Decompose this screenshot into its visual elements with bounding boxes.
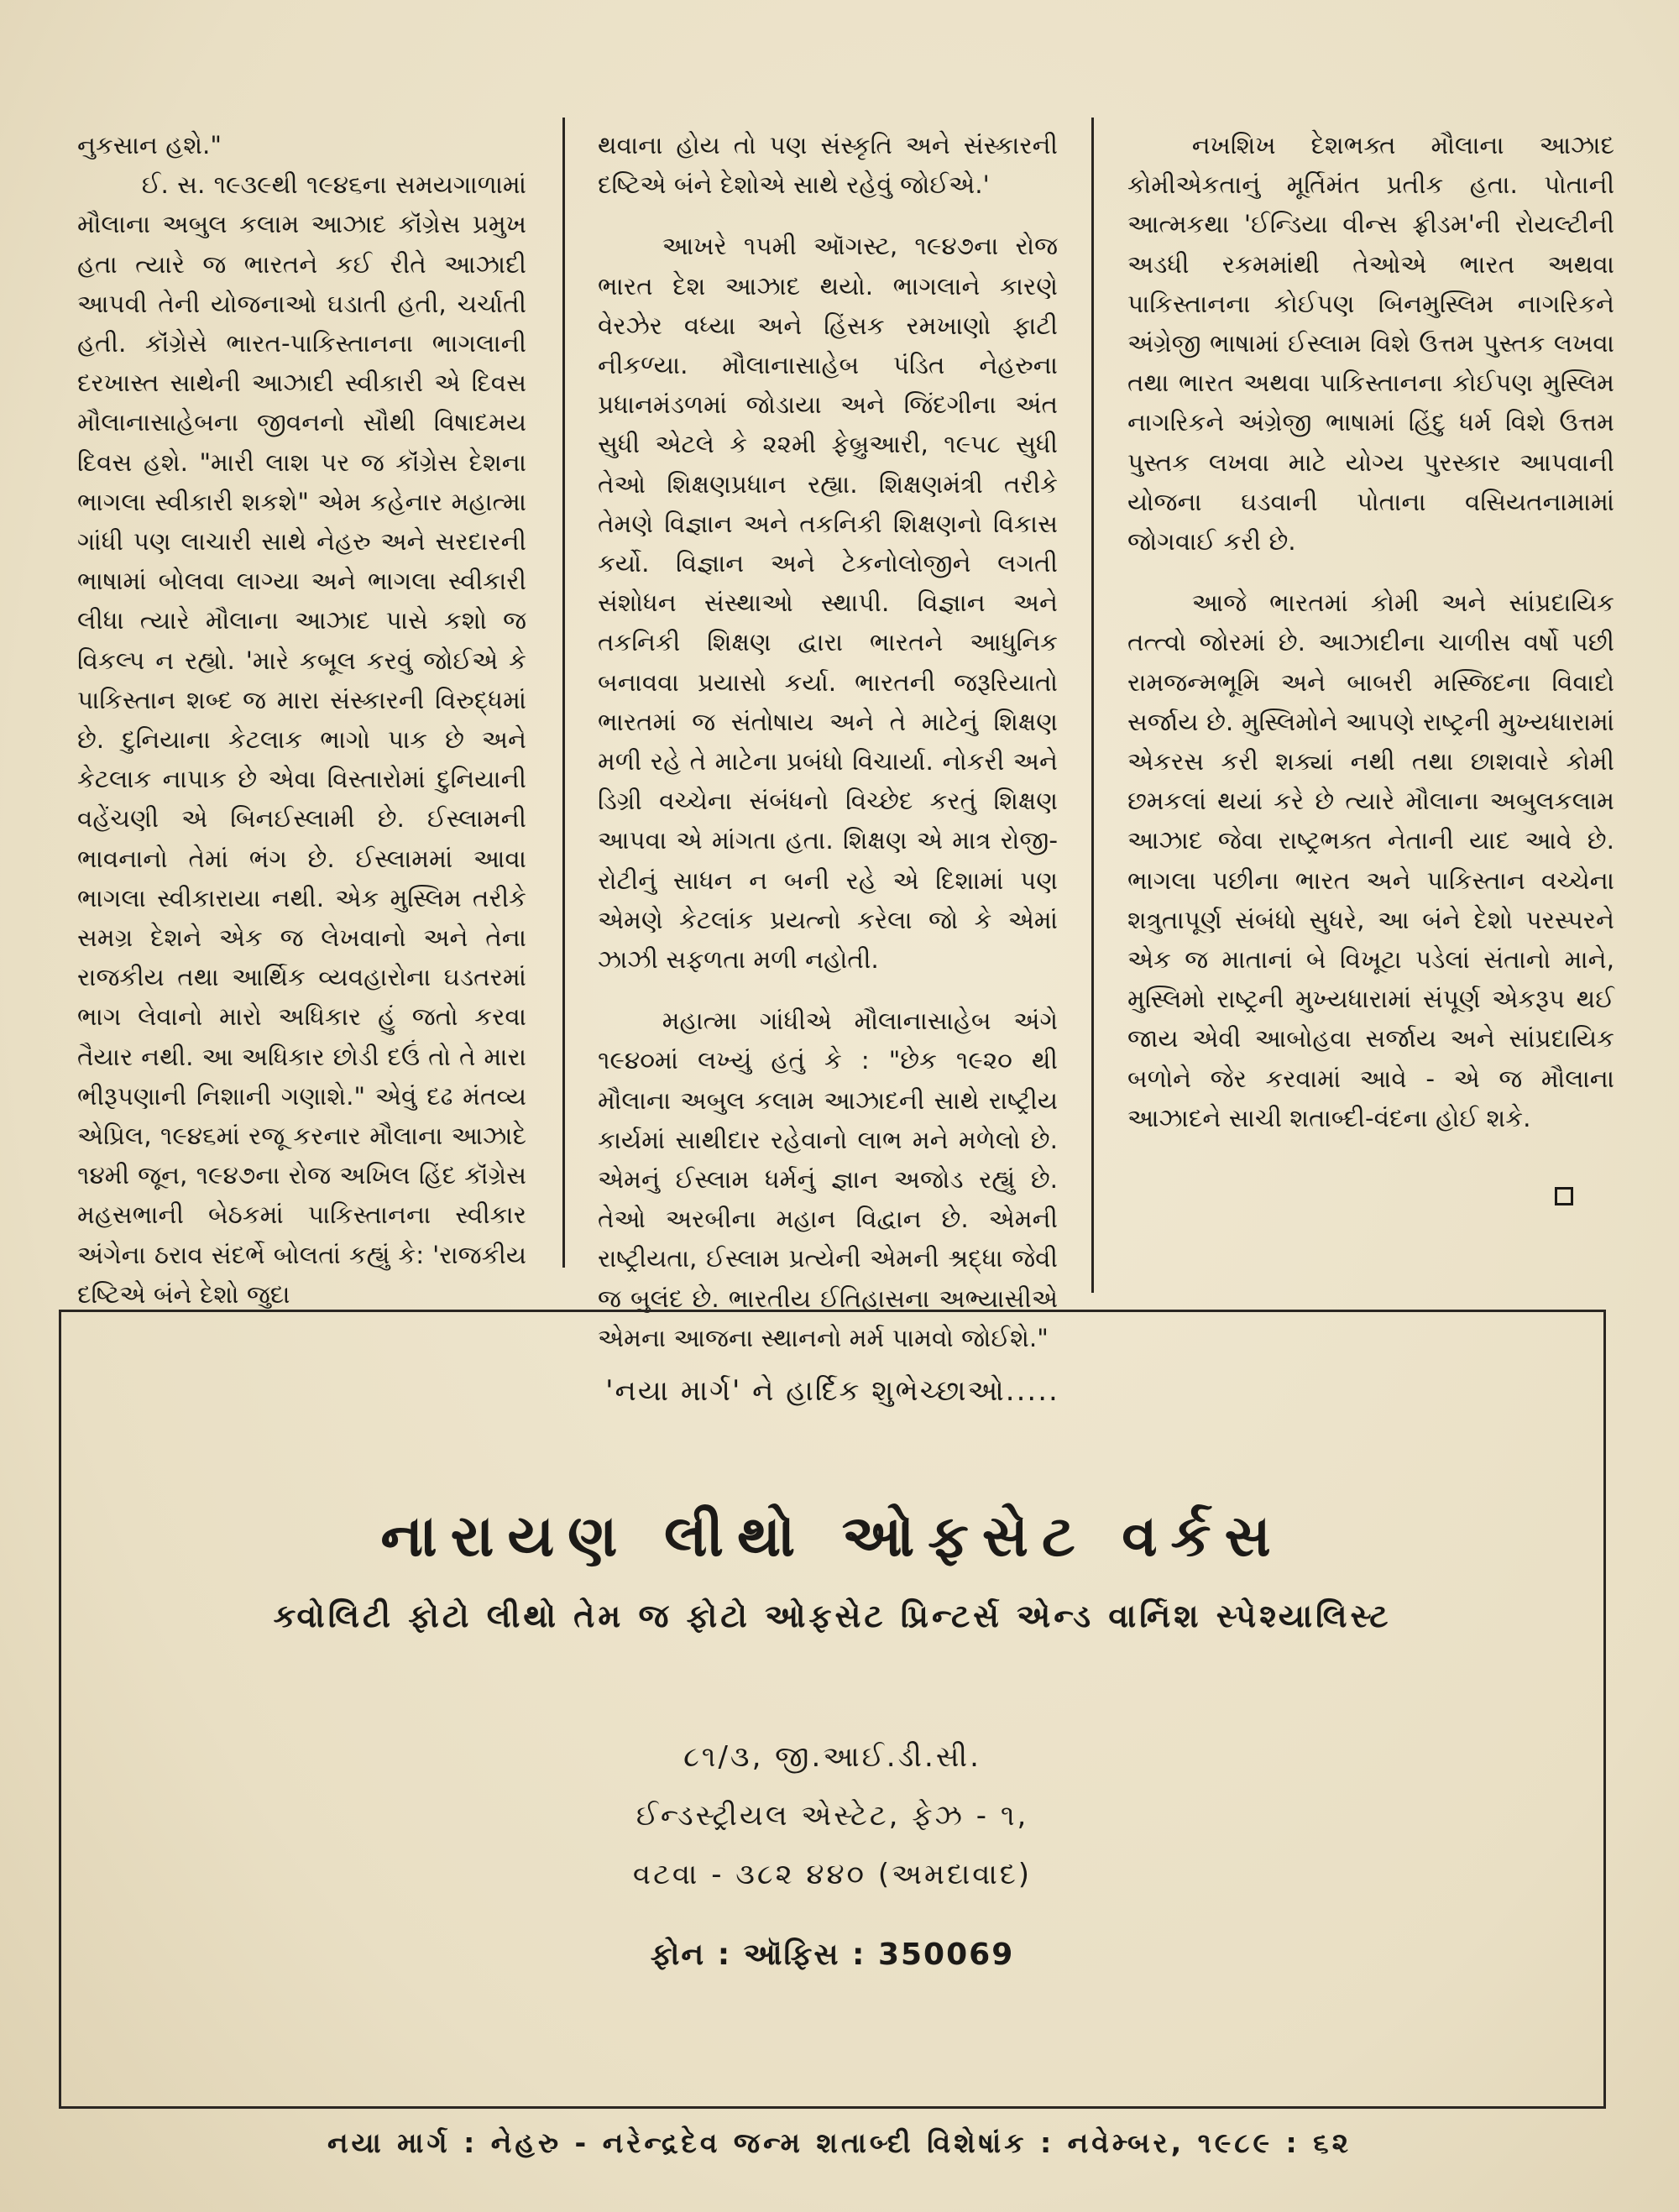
- ad-phone: ફોન : ઑફિસ : 350069: [650, 1937, 1015, 1972]
- paragraph: મહાત્મા ગાંધીએ મૌલાનાસાહેબ અંગે ૧૯૪૦માં લખ્યું હતું કે : "છેક ૧૯૨૦ થી મૌલાના અબુલ કલામ આઝાદની સાથે રાષ્ટ્રીય કાર્યમાં સાથીદાર રહેવાનો લાભ મને મળેલો છે. એમનું ઈસ્લામ ધર્મનું જ્ઞાન અજોડ રહ્યું છે. તેઓ અરબીના મહાન વિદ્વાન છે. એમની રાષ્ટ્રીયતા, ઈસ્લામ પ્રત્યેની એમની શ્રદ્ધા જેવી જ બુલંદ છે. ભારતીય ઈતિહાસના અભ્યાસીએ એમના આજના સ્થાનનો મર્મ પામવો જોઈશે.": [598, 1007, 1058, 1352]
- paragraph: નુકસાન હશે.": [77, 131, 222, 159]
- ad-address-line: ઈન્ડસ્ટ્રીયલ એસ્ટેટ, ફેઝ - ૧,: [636, 1799, 1029, 1833]
- advertisement-box: [59, 1310, 1606, 2109]
- paragraph: થવાના હોય તો પણ સંસ્કૃતિ અને સંસ્કારની દષ્ટિએ બંને દેશોએ સાથે રહેવું જોઈએ.': [598, 131, 1058, 200]
- ad-company-name: નારાયણ લીથો ઓફસેટ વર્કસ: [380, 1503, 1284, 1570]
- paragraph: ઈ. સ. ૧૯૩૯થી ૧૯૪૬ના સમયગાળામાં મૌલાના અબુલ કલામ આઝાદ કૉંગ્રેસ પ્રમુખ હતા ત્યારે જ ભારતને કઈ રીતે આઝાદી આપવી તેની યોજનાઓ ઘડાતી હતી, ચર્ચાતી હતી. કૉંગ્રેસે ભારત-પાકિસ્તાનના ભાગલાની દરખાસ્ત સાથેની આઝાદી સ્વીકારી એ દિવસ મૌલાનાસાહેબના જીવનનો સૌથી વિષાદમય દિવસ હશે. "મારી લાશ પર જ કૉંગ્રેસ દેશના ભાગલા સ્વીકારી શકશે" એમ કહેનાર મહાત્મા ગાંધી પણ લાચારી સાથે નેહરુ અને સરદારની ભાષામાં બોલવા લાગ્યા અને ભાગલા સ્વીકારી લીધા ત્યારે મૌલાના આઝાદ પાસે કશો જ વિકલ્પ ન રહ્યો. 'મારે કબૂલ કરવું જોઈએ કે પાકિસ્તાન શબ્દ જ મારા સંસ્કારની વિરુદ્ધમાં છે. દુનિયાના કેટલાક ભાગો પાક છે અને કેટલાક નાપાક છે એવા વિસ્તારોમાં દુનિયાની વહેંચણી એ બિનઈસ્લામી છે. ઈસ્લામની ભાવનાનો તેમાં ભંગ છે. ઈસ્લામમાં આવા ભાગલા સ્વીકારાયા નથી. એક મુસ્લિમ તરીકે સમગ્ર દેશને એક જ લેખવાનો અને તેના રાજકીય તથા આર્થિક વ્યવહારોના ઘડતરમાં ભાગ લેવાનો મારો અધિકાર હું જતો કરવા તૈયાર નથી. આ અધિકાર છોડી દઉં તો તે મારા ભીરૂપણાની નિશાની ગણાશે." એવું દઢ મંતવ્ય એપ્રિલ, ૧૯૪૬માં રજૂ કરનાર મૌલાના આઝાદે ૧૪મી જૂન, ૧૯૪૭ના રોજ અખિલ હિંદ કૉંગ્રેસ મહસભાની બેઠકમાં પાકિસ્તાનના સ્વીકાર અંગેના ઠરાવ સંદર્ભે બોલતાં કહ્યું કે: 'રાજકીય દષ્ટિએ બંને દેશો જુદા: [77, 170, 526, 1309]
- paragraph: આખરે ૧૫મી ઑગસ્ટ, ૧૯૪૭ના રોજ ભારત દેશ આઝાદ થયો. ભાગલાને કારણે વેરઝેર વધ્યા અને હિંસક રમખાણો ફાટી નીકળ્યા. મૌલાનાસાહેબ પંડિત નેહરુના પ્રધાનમંડળમાં જોડાયા અને જિંદગીના અંત સુધી એટલે કે ૨૨મી ફેબ્રુઆરી, ૧૯૫૮ સુધી તેઓ શિક્ષણપ્રધાન રહ્યા. શિક્ષણમંત્રી તરીકે તેમણે વિજ્ઞાન અને તકનિકી શિક્ષણનો વિકાસ કર્યો. વિજ્ઞાન અને ટેકનોલોજીને લગતી સંશોધન સંસ્થાઓ સ્થાપી. વિજ્ઞાન અને તકનિકી શિક્ષણ દ્વારા ભારતને આધુનિક બનાવવા પ્રયાસો કર્યા. ભારતની જરૂરિયાતો ભારતમાં જ સંતોષાય અને તે માટેનું શિક્ષણ મળી રહે તે માટેના પ્રબંધો વિચાર્યા. નોકરી અને ડિગ્રી વચ્ચેના સંબંધનો વિચ્છેદ કરતું શિક્ષણ આપવા એ માંગતા હતા. શિક્ષણ એ માત્ર રોજી-રોટીનું સાધન ન બની રહે એ દિશામાં પણ એમણે કેટલાંક પ્રયત્નો કરેલા જો કે એમાં ઝાઝી સફળતા મળી નહોતી.: [598, 232, 1058, 975]
- article-end-mark: [1555, 1187, 1573, 1205]
- ad-address-line: ૮૧/૩, જી.આઈ.ડી.સી.: [683, 1740, 981, 1774]
- page-footer: નયા માર્ગ : નેહરુ - નરેન્દ્રદેવ જન્મ શતાબ્દી વિશેષાંક : નવેમ્બર, ૧૯૮૯ : ૬૨: [327, 2126, 1352, 2159]
- article-column-3: [1127, 126, 1614, 1138]
- article-column-1: [77, 126, 526, 1315]
- ad-tagline: ક્વોલિટી ફોટો લીથો તેમ જ ફોટો ઓફસેટ પ્રિન્ટર્સ એન્ડ વાર્નિશ સ્પેશ્યાલિસ્ટ: [273, 1598, 1392, 1634]
- article-column-2: [598, 126, 1058, 1358]
- ad-greeting: 'નયા માર્ગ' ને હાર્દિક શુભેચ્છાઓ.....: [605, 1374, 1059, 1408]
- column-divider: [1091, 118, 1094, 1293]
- ad-address-line: વટવા - ૩૮૨ ૪૪૦ (અમદાવાદ): [632, 1858, 1033, 1891]
- paragraph: આજે ભારતમાં કોમી અને સાંપ્રદાયિક તત્ત્વો જોરમાં છે. આઝાદીના ચાળીસ વર્ષો પછી રામજન્મભૂમિ અને બાબરી મસ્જિદના વિવાદો સર્જાય છે. મુસ્લિમોને આપણે રાષ્ટ્રની મુખ્યધારામાં એકરસ કરી શક્યાં નથી તથા છાશવારે કોમી છમકલાં થયાં કરે છે ત્યારે મૌલાના અબુલકલામ આઝાદ જેવા રાષ્ટ્રભક્ત નેતાની યાદ આવે છે. ભાગલા પછીના ભારત અને પાકિસ્તાન વચ્ચેના શત્રુતાપૂર્ણ સંબંધો સુધરે, આ બંને દેશો પરસ્પરને એક જ માતાનાં બે વિખૂટા પડેલાં સંતાનો માને, મુસ્લિમો રાષ્ટ્રની મુખ્યધારામાં સંપૂર્ણ એકરૂપ થઈ જાય એવી આબોહવા સર્જાય અને સાંપ્રદાયિક બળોને જેર કરવામાં આવે - એ જ મૌલાના આઝાદને સાચી શતાબ્દી-વંદના હોઈ શકે.: [1127, 588, 1614, 1132]
- paragraph: નખશિખ દેશભક્ત મૌલાના આઝાદ કોમીએકતાનું મૂર્તિમંત પ્રતીક હતા. પોતાની આત્મકથા 'ઈન્ડિયા વીન્સ ફ્રીડમ'ની રોયલ્ટીની અડધી રકમમાંથી તેઓએ ભારત અથવા પાકિસ્તાનના કોઈપણ બિનમુસ્લિમ નાગરિકને અંગ્રેજી ભાષામાં ઈસ્લામ વિશે ઉત્તમ પુસ્તક લખવા તથા ભારત અથવા પાકિસ્તાનના કોઈપણ મુસ્લિમ નાગરિકને અંગ્રેજી ભાષામાં હિંદુ ધર્મ વિશે ઉત્તમ પુસ્તક લખવા માટે યોગ્ય પુરસ્કાર આપવાની યોજના ઘડવાની પોતાના વસિયતનામામાં જોગવાઈ કરી છે.: [1127, 131, 1614, 557]
- column-divider: [562, 118, 565, 1268]
